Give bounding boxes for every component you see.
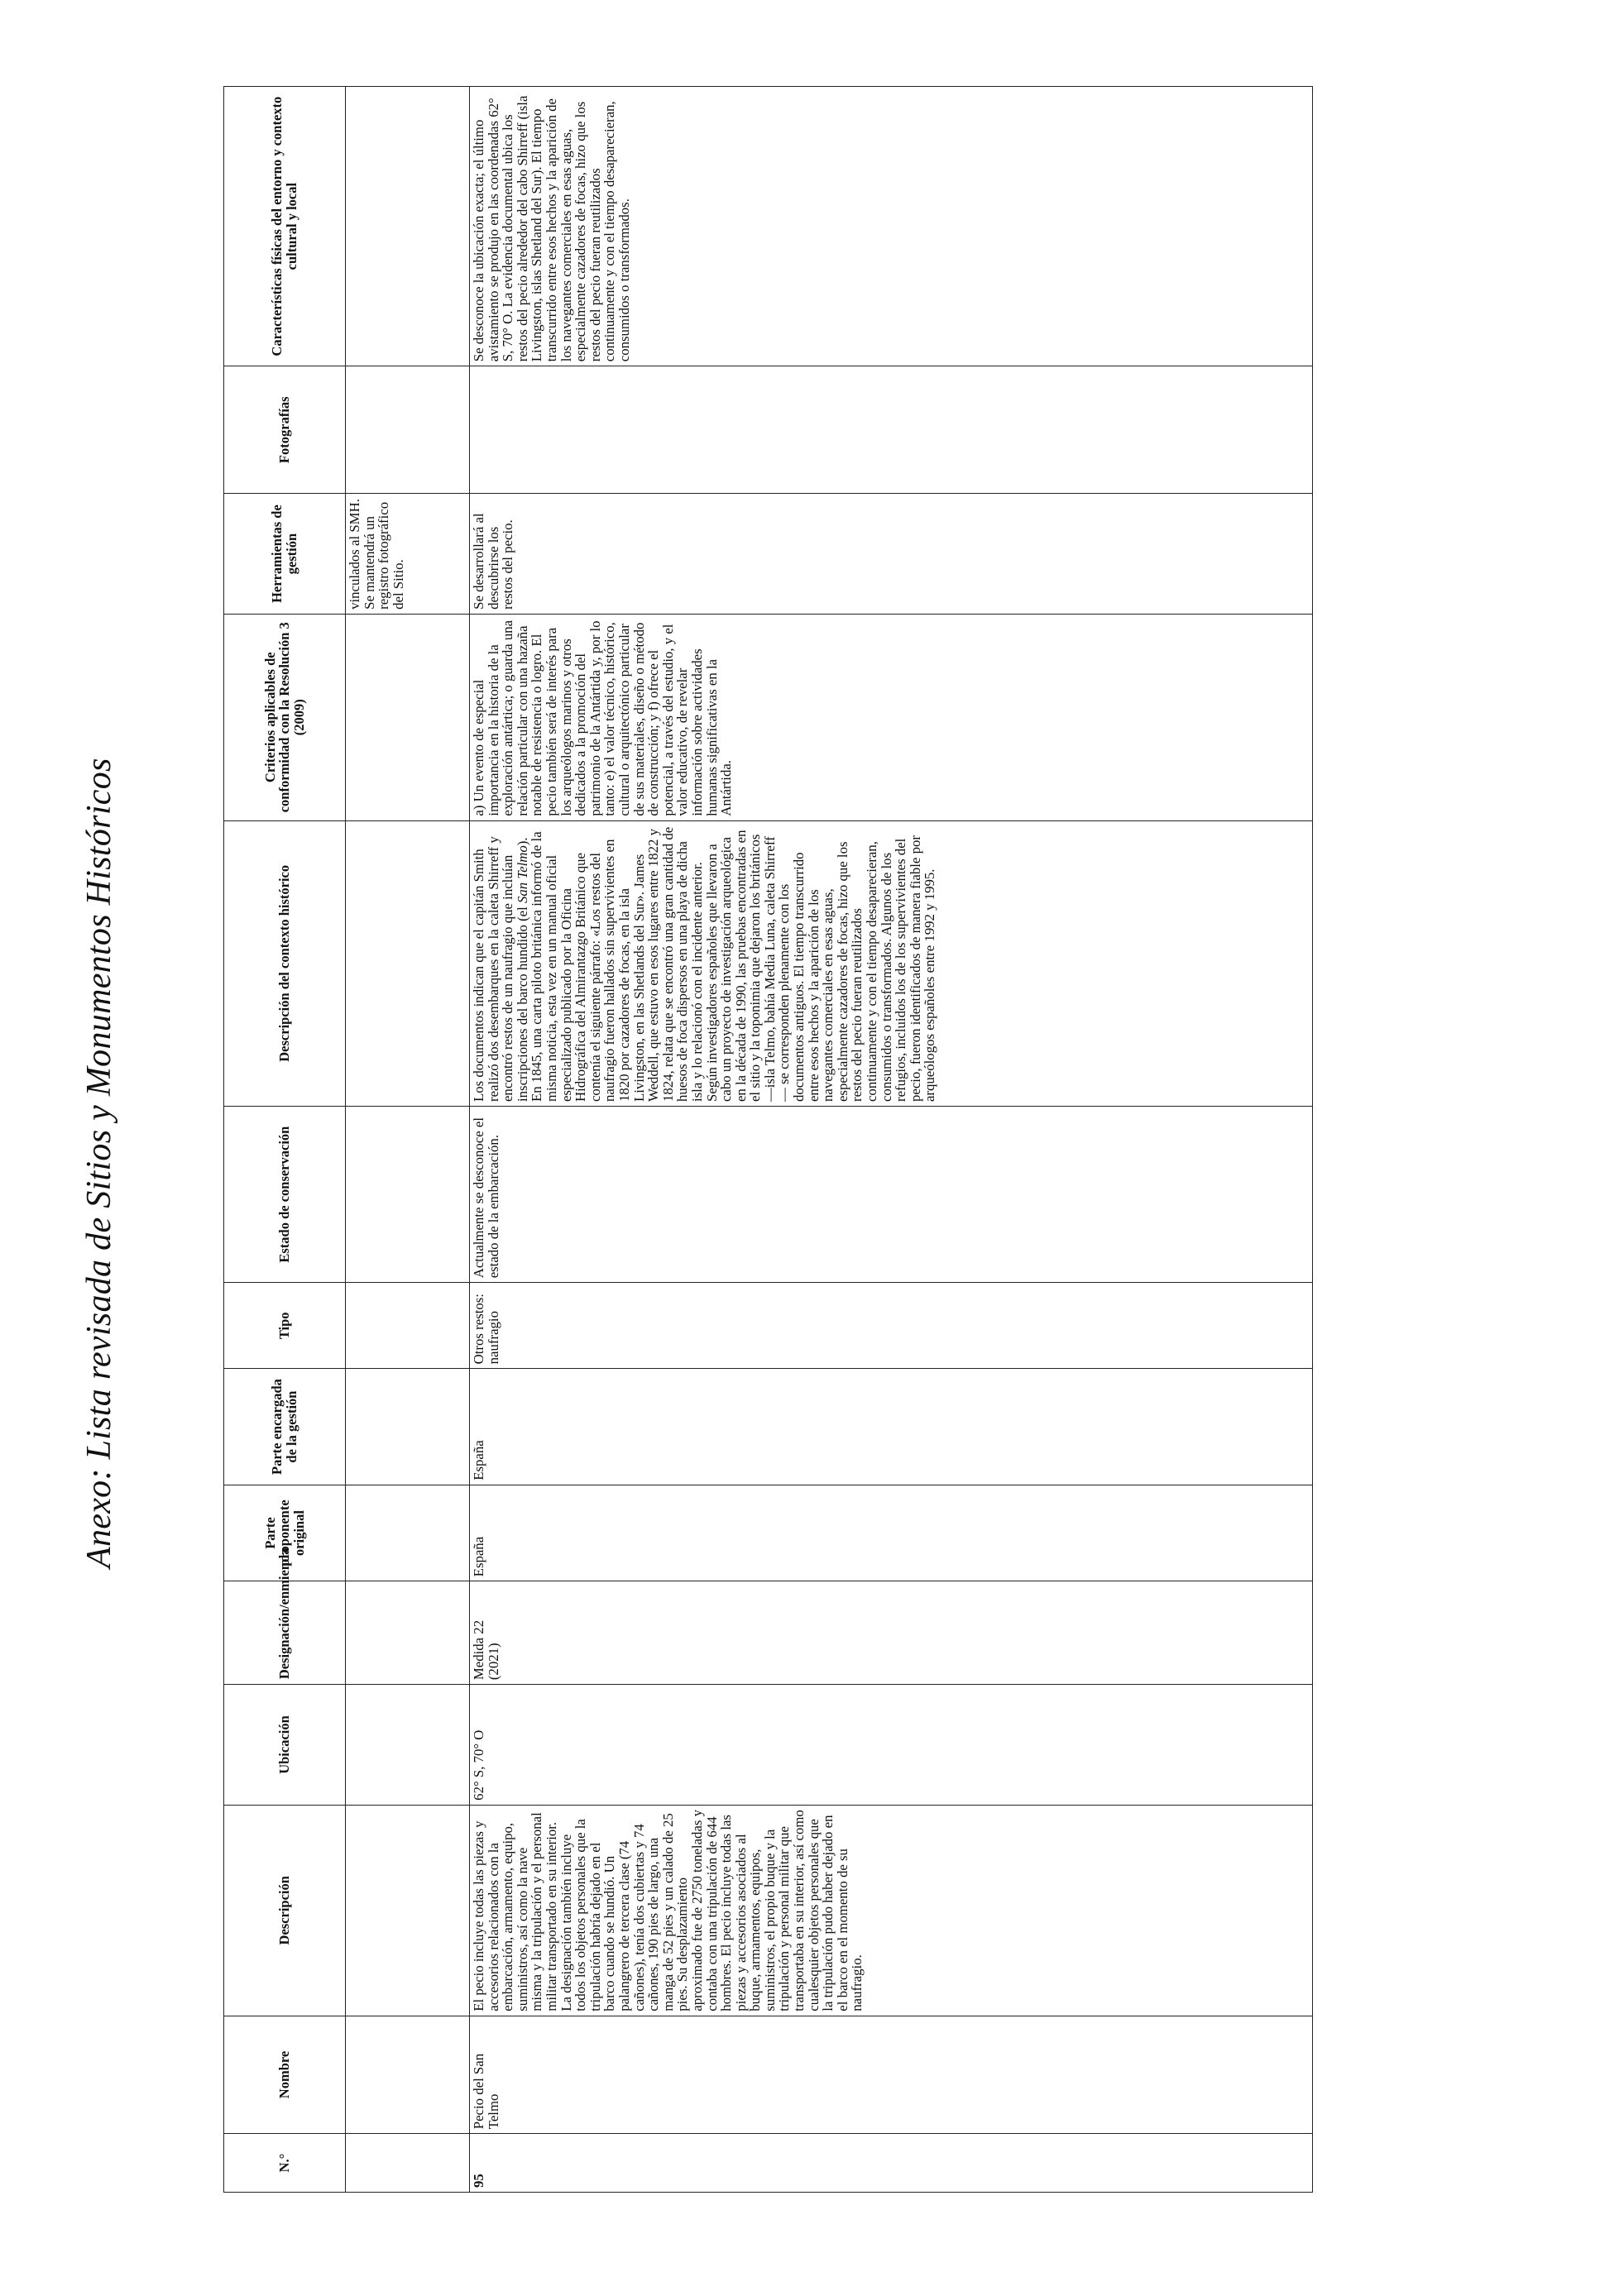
cell-descripcion: El pecio incluye todas las piezas y accesorios relacionados con la embarcación, armamento, equipo, suministros, así como la nave misma y la tripulación y el personal militar transportado en su interior. La designación también incluye todos los objetos personales que la tripulación habría dejado en el barco cuando se hundió. Un palangrero de tercera clase (74 cañones), tenía dos cubiertas y 74 cañones, 190 pies de largo, una manga de 52 pies y un calado de 25 pies. Su desplazamiento aproximado fue de 2750 toneladas y contaba con una tripulación de 644 hombres. El pecio incluye todas las piezas y accesorios asociados al buque, armamentos, equipos, suministros, el propio buque y la tripulación y personal militar que transportaba en su interior, así como cualesquier objetos personales que la tripulación pudo haber dejado en el barco en el momento de su naufragio. <box>470 1805 1313 2016</box>
table-cell <box>346 1369 470 1485</box>
cell-nombre: Pecio del San Telmo <box>470 2016 1313 2134</box>
table-cell <box>346 1685 470 1806</box>
table-header-row <box>224 87 346 2193</box>
col-header-descripcion: Descripción <box>224 1805 346 2016</box>
col-header-tipo: Tipo <box>224 1283 346 1369</box>
cell-fotografias <box>470 366 1313 494</box>
col-header-numero: N.° <box>224 2134 346 2193</box>
historic-sites-table <box>223 86 1313 2193</box>
cell-designacion: Medida 22 (2021) <box>470 1581 1313 1685</box>
table-cell <box>346 614 470 820</box>
col-header-herramientas: Herramientas de gestión <box>224 494 346 615</box>
table-cell <box>346 2134 470 2193</box>
cell-criterios: a) Un evento de especial importancia en la historia de la exploración antártica; o guarda una relación particular con una hazaña notable de resistencia o logro. El pecio también será de interés para los arqueólogos marinos y otros dedicados a la promoción del patrimonio de la Antártida y, por lo tanto: e) el valor técnico, histórico, cultural o arquitectónico particular de sus materiales, diseño o método de construcción; y f) ofrece el potencial, a través del estudio, y el valor educativo, de revelar información sobre actividades humanas significativas en la Antártida. <box>470 614 1313 820</box>
table-row-site-95 <box>470 87 1313 2193</box>
contexto-text-part-1: Los documentos indican que el capitán Smith realizó dos desembarques en la caleta Shirreff y encontró restos de un naufragio que incluían inscripciones del barco hundido (el <box>471 836 530 1103</box>
table-cell <box>346 1107 470 1283</box>
cell-numero: 95 <box>470 2134 1313 2193</box>
col-header-parte-proponente: Parte proponente original <box>224 1485 346 1581</box>
col-header-ubicacion: Ubicación <box>224 1685 346 1806</box>
cell-caracteristicas: Se desconoce la ubicación exacta; el último avistamiento se produjo en las coordenadas 62° S, 70° O. La evidencia documental ubica los restos del pecio alrededor del cabo Shirreff (isla Livingston, islas Shetland del Sur). El tiempo transcurrido entre esos hechos y la aparición de los navegantes comerciales en esas aguas, especialmente cazadores de focas, hizo que los restos del pecio fueran reutilizados continuamente y con el tiempo desaparecieran, consumidos o transformados. <box>470 87 1313 366</box>
table-cell <box>346 87 470 366</box>
table-cell <box>346 366 470 494</box>
table-cell <box>346 1283 470 1369</box>
col-header-designacion: Designación/enmienda <box>224 1581 346 1685</box>
cell-ubicacion: 62° S, 70° O <box>470 1685 1313 1806</box>
table-cell <box>346 1805 470 2016</box>
cell-contexto-historico <box>470 820 1313 1106</box>
col-header-parte-gestion: Parte encargada de la gestión <box>224 1369 346 1485</box>
col-header-criterios: Criterios aplicables de conformidad con la Resolución 3 (2009) <box>224 614 346 820</box>
cell-estado: Actualmente se desconoce el estado de la embarcación. <box>470 1107 1313 1283</box>
table-cell <box>346 820 470 1106</box>
table-cell <box>346 1581 470 1685</box>
annex-title: Anexo: Lista revisada de Sitios y Monumentos Históricos <box>80 758 118 1568</box>
ship-name-italic: San Telmo <box>514 845 530 904</box>
table-cell <box>346 2016 470 2134</box>
cell-parte-gestion: España <box>470 1369 1313 1485</box>
col-header-fotografias: Fotografías <box>224 366 346 494</box>
contexto-text-part-2: ). En 1845, una carta piloto británica informó de la misma noticia, esta vez en un manual oficial especializado publicado por la Oficina Hidrográfica del Almirantazgo Británico que contenía el siguiente párrafo: «Los restos del naufragio fueron hallados sin supervivientes en 1820 por cazadores de focas, en la isla Livingston, en las Shetlands del Sur». James Weddell, que estuvo en esos lugares entre 1822 y 1824, relata que se encontró una gran cantidad de huesos de foca dispersos en una playa de dicha isla y lo relacionó con el incidente anterior. Según investigadores españoles que llevaron a cabo un proyecto de investigación arqueológica en la década de 1990, las pruebas encontradas en el sitio y la toponimia que dejaron los británicos —isla Telmo, bahía Media Luna, caleta Shirreff— se corresponden plenamente con los documentos antiguos. El tiempo transcurrido entre esos hechos y la aparición de los navegantes comerciales en esas aguas, especialmente cazadores de focas, hizo que los restos del pecio fueran reutilizados continuamente y con el tiempo desaparecieran, consumidos o transformados. Algunos de los refugios, incluidos los de los supervivientes del pecio, fueron identificados de manera fiable por arqueólogos españoles entre 1992 y 1995. <box>514 826 938 1103</box>
cell-tipo: Otros restos: naufragio <box>470 1283 1313 1369</box>
col-header-caracteristicas: Características físicas del entorno y contexto cultural y local <box>224 87 346 366</box>
col-header-nombre: Nombre <box>224 2016 346 2134</box>
cell-herramientas: Se desarrollará al descubrirse los restos del pecio. <box>470 494 1313 615</box>
table-cell <box>346 1485 470 1581</box>
col-header-contexto-historico: Descripción del contexto histórico <box>224 820 346 1106</box>
table-row-continuation <box>346 87 470 2193</box>
cell-herramientas-continued: vinculados al SMH. Se mantendrá un registro fotográfico del Sitio. <box>346 494 470 615</box>
col-header-estado: Estado de conservación <box>224 1107 346 1283</box>
cell-parte-proponente: España <box>470 1485 1313 1581</box>
